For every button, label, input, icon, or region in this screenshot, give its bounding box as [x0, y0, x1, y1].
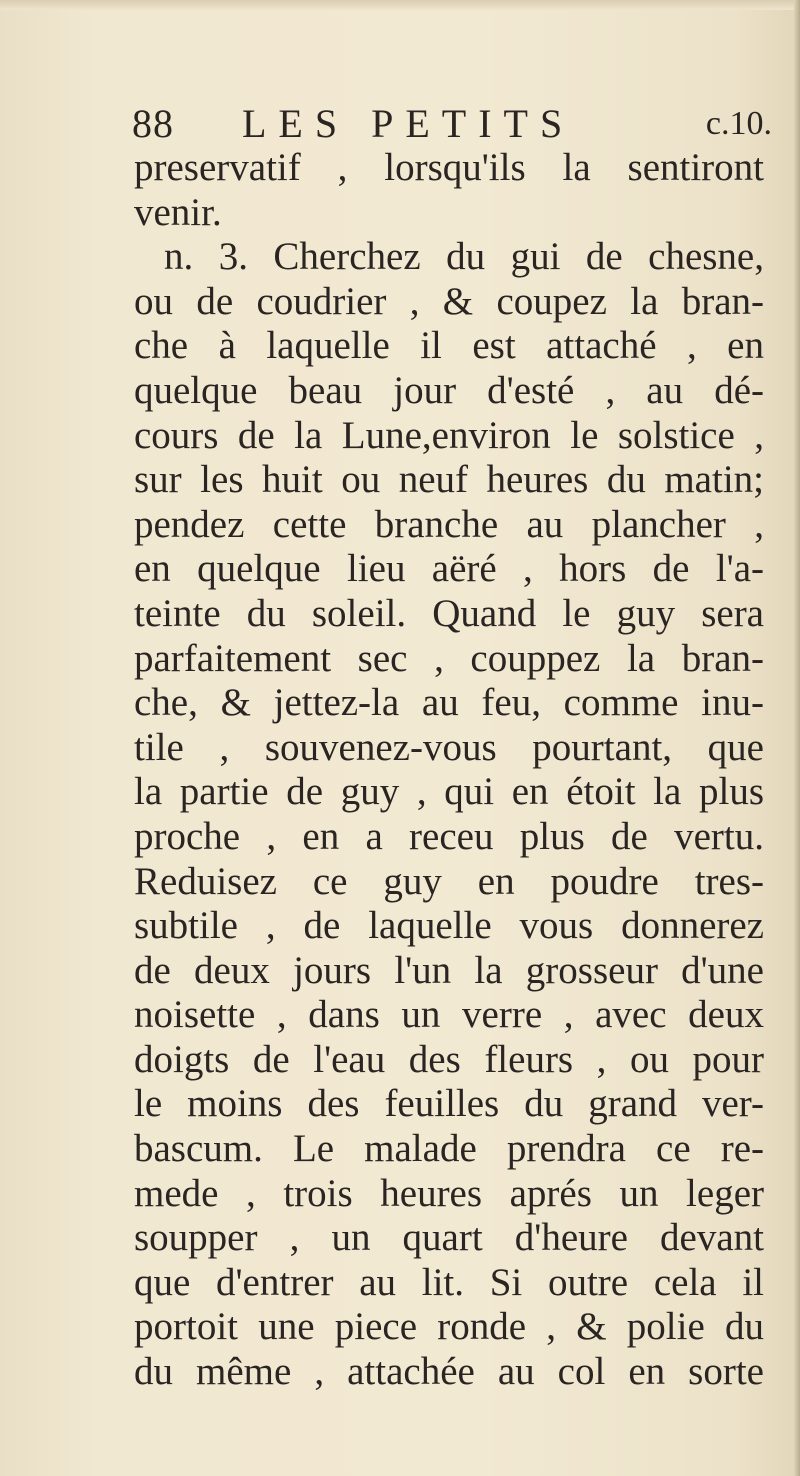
text-line: le moins des feuilles du grand ver-: [134, 1082, 764, 1126]
text-line: quelque beau jour d'esté , au dé-: [134, 368, 764, 412]
text-line: ou de coudrier , & coupez la bran-: [134, 279, 764, 323]
text-line: portoit une piece ronde , & polie du: [134, 1305, 764, 1349]
text-line: soupper , un quart d'heure devant: [134, 1216, 764, 1260]
running-title: LES PETITS: [242, 101, 575, 146]
text-line: che, & jettez-la au feu, comme inu-: [134, 681, 764, 725]
text-line: cours de la Lune,environ le solstice ,: [134, 413, 764, 457]
text-line: sur les huit ou neuf heures du matin;: [134, 458, 764, 502]
text-line: en quelque lieu aëré , hors de l'a-: [134, 547, 764, 591]
page-header: [132, 98, 772, 150]
page-top-edge: [0, 0, 800, 10]
text-line: du même , attachée au col en sorte: [134, 1350, 764, 1394]
page-number: 88: [132, 101, 174, 146]
text-line: la partie de guy , qui en étoit la plus: [134, 770, 764, 814]
text-line: subtile , de laquelle vous donnerez: [134, 904, 764, 948]
text-line: bascum. Le malade prendra ce re-: [134, 1127, 764, 1171]
text-line: parfaitement sec , couppez la bran-: [134, 636, 764, 680]
text-line: tile , souvenez-vous pourtant, que: [134, 725, 764, 769]
text-line: Reduisez ce guy en poudre tres-: [134, 859, 764, 903]
text-line: noisette , dans un verre , avec deux: [134, 993, 764, 1037]
text-line: preservatif , lorsqu'ils la sentiront: [134, 146, 764, 189]
text-line: venir.: [134, 190, 222, 234]
text-line: doigts de l'eau des fleurs , ou pour: [134, 1037, 764, 1081]
text-line: que d'entrer au lit. Si outre cela il: [134, 1260, 764, 1304]
text-line: proche , en a receu plus de vertu.: [134, 814, 764, 858]
text-line: che à laquelle il est attaché , en: [134, 324, 764, 368]
text-line: de deux jours l'un la grosseur d'une: [134, 948, 764, 992]
text-line: mede , trois heures aprés un leger: [134, 1171, 764, 1215]
text-line: teinte du soleil. Quand le guy sera: [134, 591, 764, 635]
page-gutter-edge: [794, 0, 800, 1476]
chapter-marker: c.10.: [705, 105, 772, 142]
text-line: pendez cette branche au plancher ,: [134, 502, 764, 546]
body-text: [134, 146, 764, 1395]
text-line: n. 3. Cherchez du gui de chesne,: [164, 235, 764, 279]
